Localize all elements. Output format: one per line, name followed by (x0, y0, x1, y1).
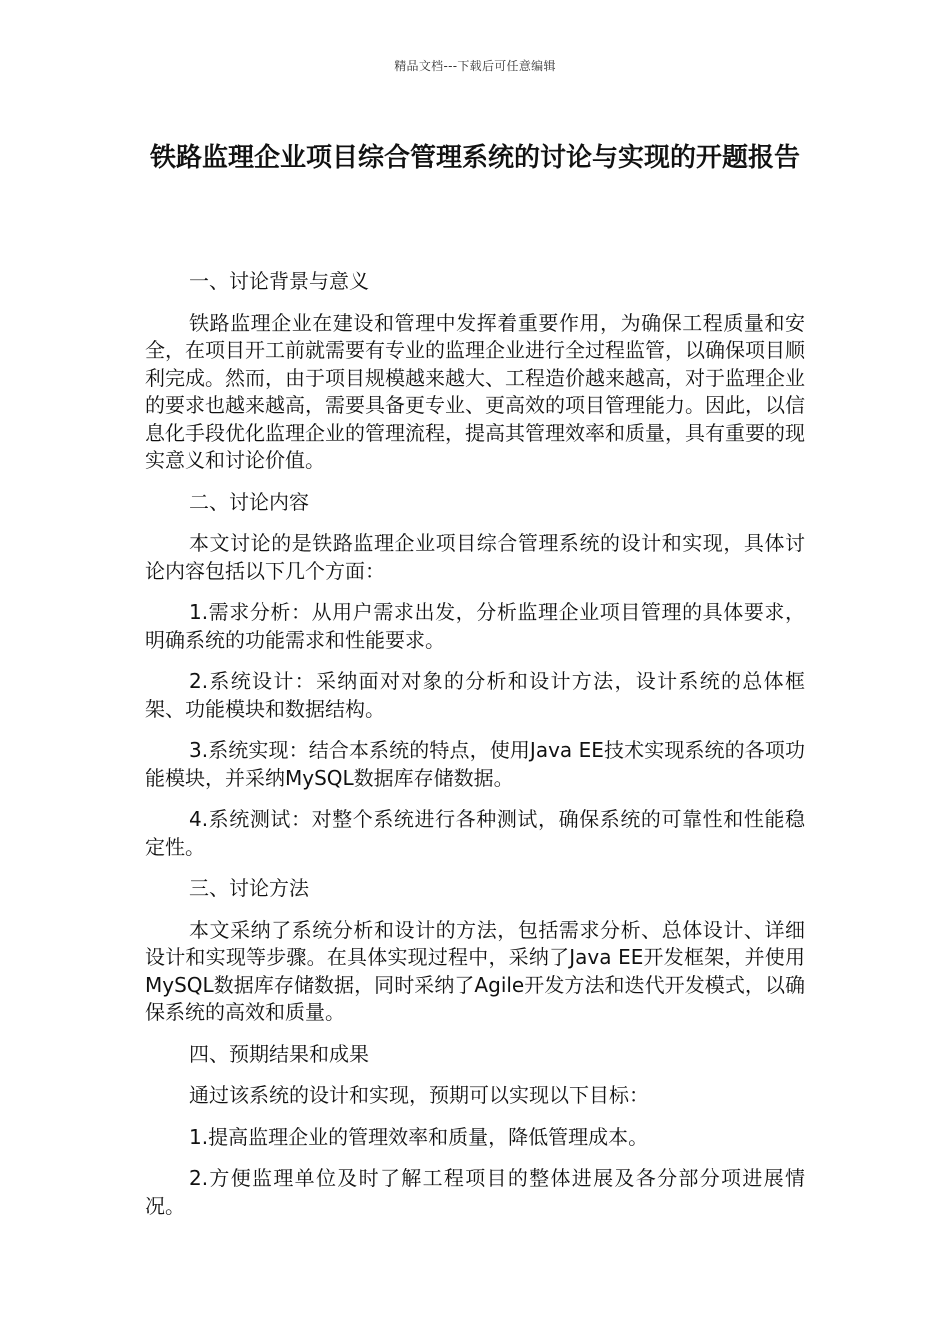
document-title: 铁路监理企业项目综合管理系统的讨论与实现的开题报告 (149, 143, 800, 173)
list-item-goal-1: 1.提高监理企业的管理效率和质量，降低管理成本。 (189, 1124, 649, 1149)
paragraph-results-intro: 通过该系统的设计和实现，预期可以实现以下目标： (189, 1083, 649, 1107)
list-item-implementation: 3.系统实现：结合本系统的特点，使用Java EE技术实现系统的各项功能模块，并采纳MySQL数据库存储数据。 (145, 738, 805, 790)
header-note: 精品文档---下载后可任意编辑 (394, 59, 556, 73)
section-heading-results: 四、预期结果和成果 (189, 1041, 369, 1066)
list-item-testing: 4.系统测试：对整个系统进行各种测试，确保系统的可靠性和性能稳定性。 (145, 807, 805, 859)
section-heading-method: 三、讨论方法 (189, 876, 309, 900)
list-item-requirements: 1.需求分析：从用户需求出发，分析监理企业项目管理的具体要求，明确系统的功能需求和性能要求。 (145, 600, 805, 652)
paragraph-background: 铁路监理企业在建设和管理中发挥着重要作用，为确保工程质量和安全，在项目开工前就需要有专业的监理企业进行全过程监管，以确保项目顺利完成。然而，由于项目规模越来越大、工程造价越来越高，对于监理企业的要求也越来越高，需要具备更专业、更高效的项目管理能力。因此，以信息化手段优化监理企业的管理流程，提高其管理效率和质量，具有重要的现实意义和讨论价值。 (145, 310, 805, 472)
list-item-goal-2: 2.方便监理单位及时了解工程项目的整体进展及各分部分项进展情况。 (145, 1166, 805, 1218)
section-heading-background: 一、讨论背景与意义 (189, 269, 369, 293)
paragraph-content-intro: 本文讨论的是铁路监理企业项目综合管理系统的设计和实现，具体讨论内容包括以下几个方面： (145, 531, 805, 583)
document-body (145, 268, 805, 1234)
list-item-design: 2.系统设计：采纳面对对象的分析和设计方法，设计系统的总体框架、功能模块和数据结构。 (145, 669, 805, 721)
paragraph-method: 本文采纳了系统分析和设计的方法，包括需求分析、总体设计、详细设计和实现等步骤。在具体实现过程中，采纳了Java EE开发框架，并使用MySQL数据库存储数据，同时采纳了Agile开发方法和迭代开发模式，以确保系统的高效和质量。 (145, 917, 805, 1024)
section-heading-content: 二、讨论内容 (189, 489, 309, 514)
